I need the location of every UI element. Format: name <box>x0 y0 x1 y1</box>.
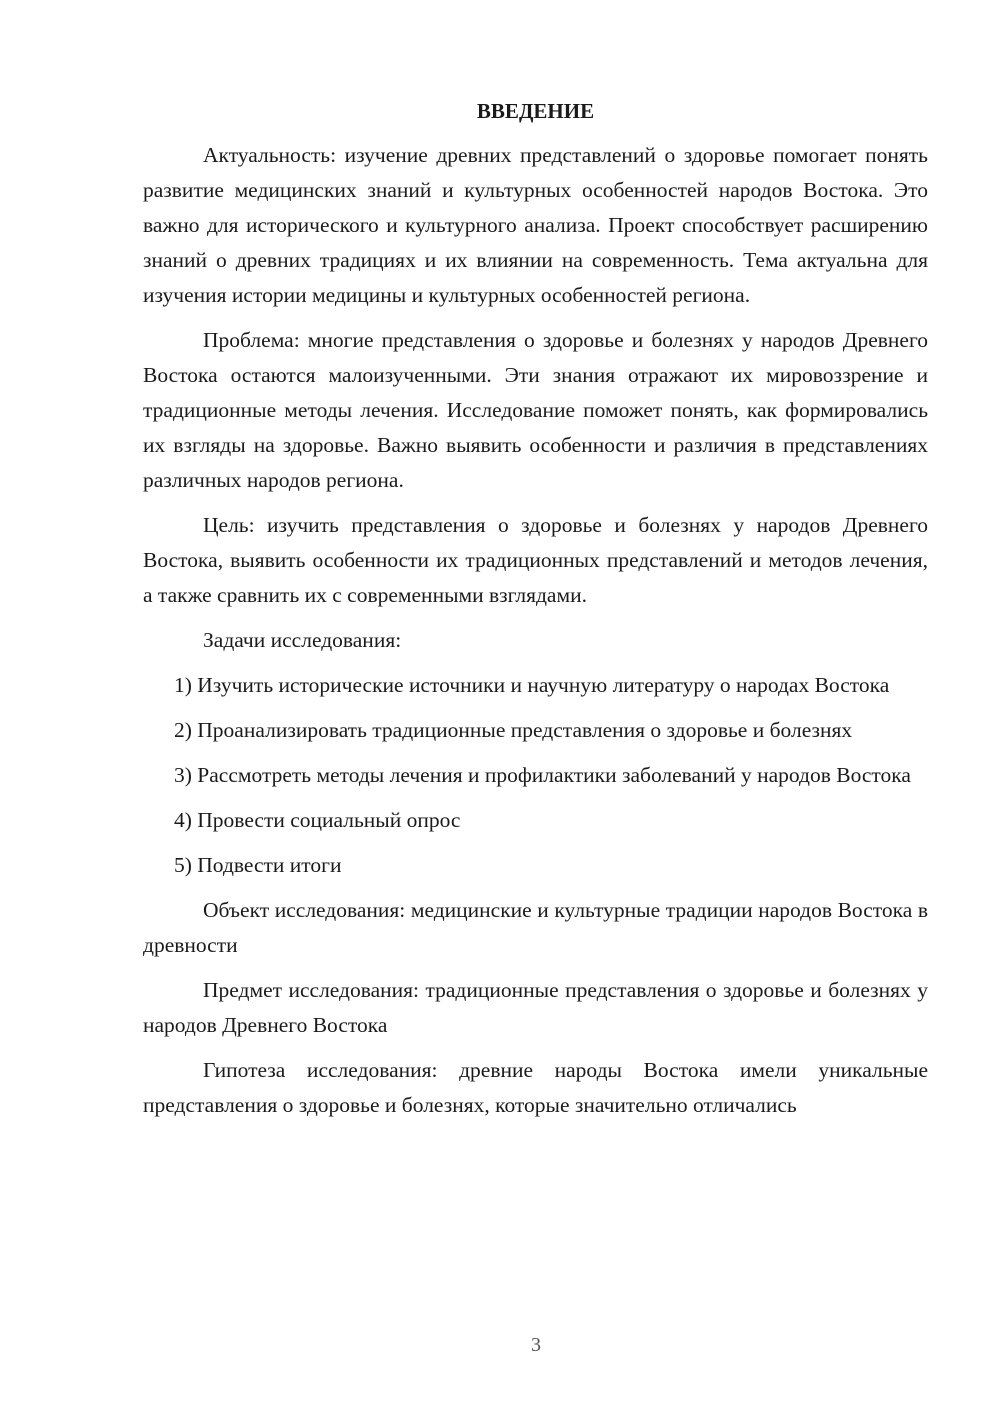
document-page <box>143 96 928 1133</box>
section-title: ВВЕДЕНИЕ <box>476 99 595 123</box>
task-item-4: 4) Провести социальный опрос <box>174 808 461 832</box>
paragraph-goal: Цель: изучить представления о здоровье и болезнях у народов Древнего Востока, выявить особенности их традиционных представлений и методов лечения, а также сравнить их с современными взглядами. <box>143 513 928 607</box>
task-item-3: 3) Рассмотреть методы лечения и профилактики заболеваний у народов Востока <box>174 763 911 787</box>
paragraph-subject: Предмет исследования: традиционные представления о здоровье и болезнях у народов Древнего Востока <box>143 978 928 1037</box>
task-item-2: 2) Проанализировать традиционные представления о здоровье и болезнях <box>174 718 853 742</box>
paragraph-hypothesis: Гипотеза исследования: древние народы Востока имели уникальные представления о здоровье и болезнях, которые значительно отличались <box>143 1058 928 1117</box>
paragraph-object: Объект исследования: медицинские и культурные традиции народов Востока в древности <box>143 898 928 957</box>
paragraph-tasks-heading: Задачи исследования: <box>203 628 402 652</box>
task-item-1: 1) Изучить исторические источники и научную литературу о народах Востока <box>174 673 890 697</box>
paragraph-relevance: Актуальность: изучение древних представлений о здоровье помогает понять развитие медицинских знаний и культурных особенностей народов Востока. Это важно для исторического и культурного анализа. Проект способствует расширению знаний о древних традициях и их влиянии на современность. Тема актуальна для изучения истории медицины и культурных особенностей региона. <box>143 143 928 307</box>
task-item-5: 5) Подвести итоги <box>174 853 342 877</box>
paragraph-problem: Проблема: многие представления о здоровье и болезнях у народов Древнего Востока остаются малоизученными. Эти знания отражают их мировоззрение и традиционные методы лечения. Исследование поможет понять, как формировались их взгляды на здоровье. Важно выявить особенности и различия в представлениях различных народов региона. <box>143 328 928 492</box>
page-number: 3 <box>531 1334 541 1356</box>
